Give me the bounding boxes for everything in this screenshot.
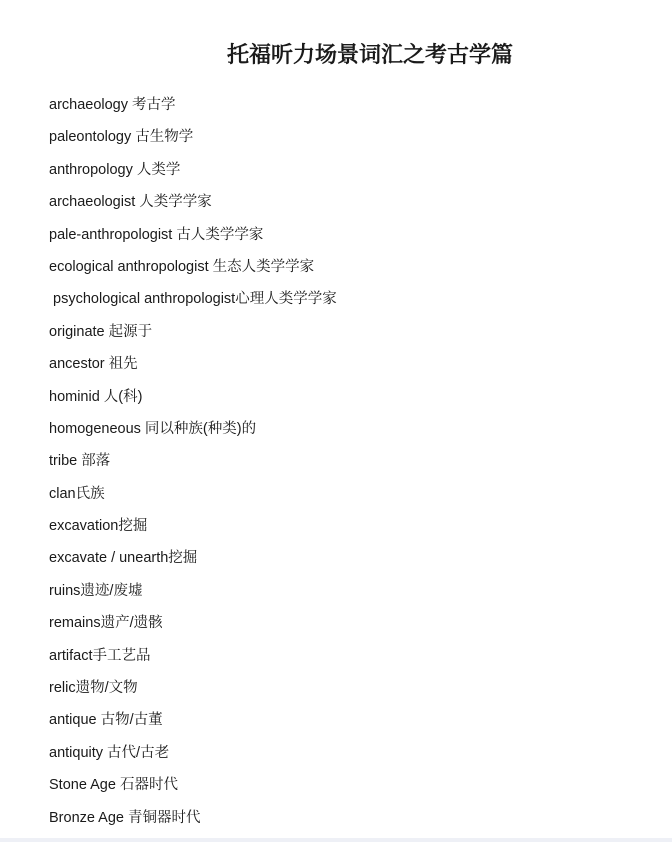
page-title: 托福听力场景词汇之考古学篇	[226, 42, 513, 67]
vocab-entry: antique 古物/古董	[49, 712, 163, 729]
vocabulary-list	[49, 92, 337, 837]
vocab-entry: homogeneous 同以种族(种类)的	[49, 420, 257, 437]
vocab-entry: Stone Age 石器时代	[49, 777, 178, 794]
vocab-entry: antiquity 古代/古老	[49, 744, 170, 761]
vocab-entry: hominid 人(科)	[49, 388, 143, 405]
vocab-entry: excavate / unearth挖掘	[49, 550, 198, 567]
vocab-entry: pale-anthropologist 古人类学学家	[49, 226, 264, 243]
vocab-entry: clan氏族	[49, 485, 105, 502]
vocab-entry: archaeology 考古学	[49, 97, 176, 113]
vocab-entry: ruins遗迹/废墟	[49, 582, 143, 599]
vocab-entry: archaeologist 人类学学家	[49, 194, 212, 211]
vocab-entry: anthropology 人类学	[49, 161, 181, 178]
vocab-entry: Bronze Age 青铜器时代	[49, 809, 201, 826]
page-bottom-edge	[0, 838, 672, 842]
vocab-entry: remains遗产/遗骸	[49, 615, 163, 632]
vocab-entry: artifact手工艺品	[49, 647, 151, 664]
vocab-entry: ancestor 祖先	[49, 356, 138, 373]
vocab-entry: paleontology 古生物学	[49, 129, 194, 146]
vocab-entry: originate 起源于	[49, 323, 153, 340]
vocab-entry: relic遗物/文物	[49, 680, 138, 697]
vocab-entry: tribe 部落	[49, 453, 111, 470]
vocab-entry: ecological anthropologist 生态人类学学家	[49, 258, 315, 275]
vocab-entry: psychological anthropologist心理人类学学家	[49, 291, 337, 308]
vocab-entry: excavation挖掘	[49, 518, 148, 535]
